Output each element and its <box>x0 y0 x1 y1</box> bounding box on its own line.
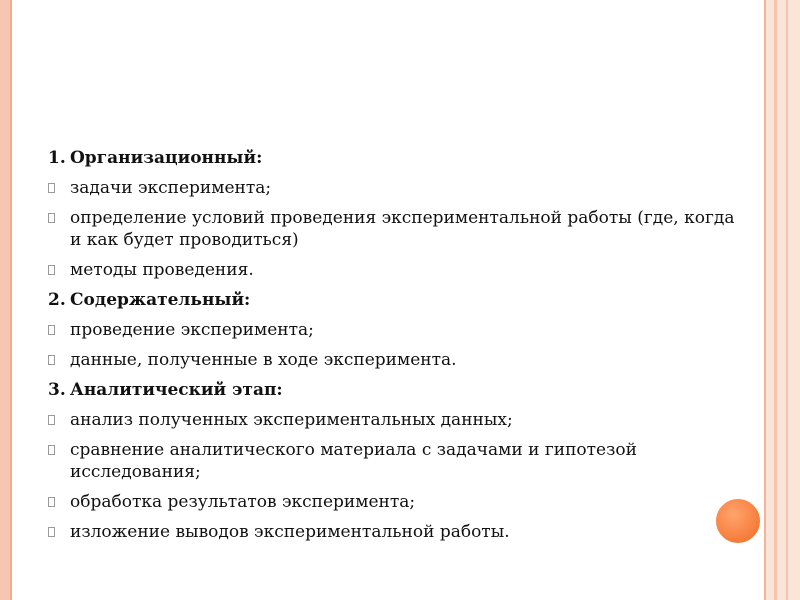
right-border-line <box>764 0 766 600</box>
right-border-line <box>786 0 788 600</box>
missing-glyph-box-icon <box>48 213 55 223</box>
missing-glyph-box-icon <box>48 527 55 537</box>
list-item <box>48 409 748 431</box>
list-item-text: анализ полученных экспериментальных данных; <box>70 410 513 430</box>
right-decorative-border <box>764 0 800 600</box>
section-heading <box>48 379 748 401</box>
list-item-text: методы проведения. <box>70 260 254 280</box>
section-heading <box>48 147 748 169</box>
list-item <box>48 319 748 341</box>
section-heading <box>48 289 748 311</box>
section-title: Аналитический этап: <box>70 380 283 400</box>
list-item <box>48 491 748 513</box>
list-item-text: задачи эксперимента; <box>70 178 272 198</box>
list-item-text: проведение эксперимента; <box>70 320 314 340</box>
list-item-text: определение условий проведения экспериментальной работы (где, когда и как будет проводиться) <box>70 208 735 250</box>
missing-glyph-box-icon <box>48 445 55 455</box>
missing-glyph-box-icon <box>48 415 55 425</box>
section-title: Организационный: <box>70 148 263 168</box>
section-title: Содержательный: <box>70 290 251 310</box>
list-item <box>48 349 748 371</box>
slide-body <box>48 147 748 551</box>
list-item-text: данные, полученные в ходе эксперимента. <box>70 350 457 370</box>
list-item <box>48 177 748 199</box>
list-item <box>48 259 748 281</box>
list-item-text: обработка результатов эксперимента; <box>70 492 416 512</box>
missing-glyph-box-icon <box>48 325 55 335</box>
missing-glyph-box-icon <box>48 497 55 507</box>
list-item-text: изложение выводов экспериментальной работы. <box>70 522 510 542</box>
missing-glyph-box-icon <box>48 355 55 365</box>
list-item <box>48 521 748 543</box>
section-number: 2. <box>48 290 66 310</box>
list-item <box>48 207 748 251</box>
missing-glyph-box-icon <box>48 265 55 275</box>
left-border-line <box>10 0 12 600</box>
missing-glyph-box-icon <box>48 183 55 193</box>
section-number: 1. <box>48 148 66 168</box>
list-item-text: сравнение аналитического материала с задачами и гипотезой исследования; <box>70 440 637 482</box>
list-item <box>48 439 748 483</box>
right-border-line <box>774 0 777 600</box>
section-number: 3. <box>48 380 66 400</box>
